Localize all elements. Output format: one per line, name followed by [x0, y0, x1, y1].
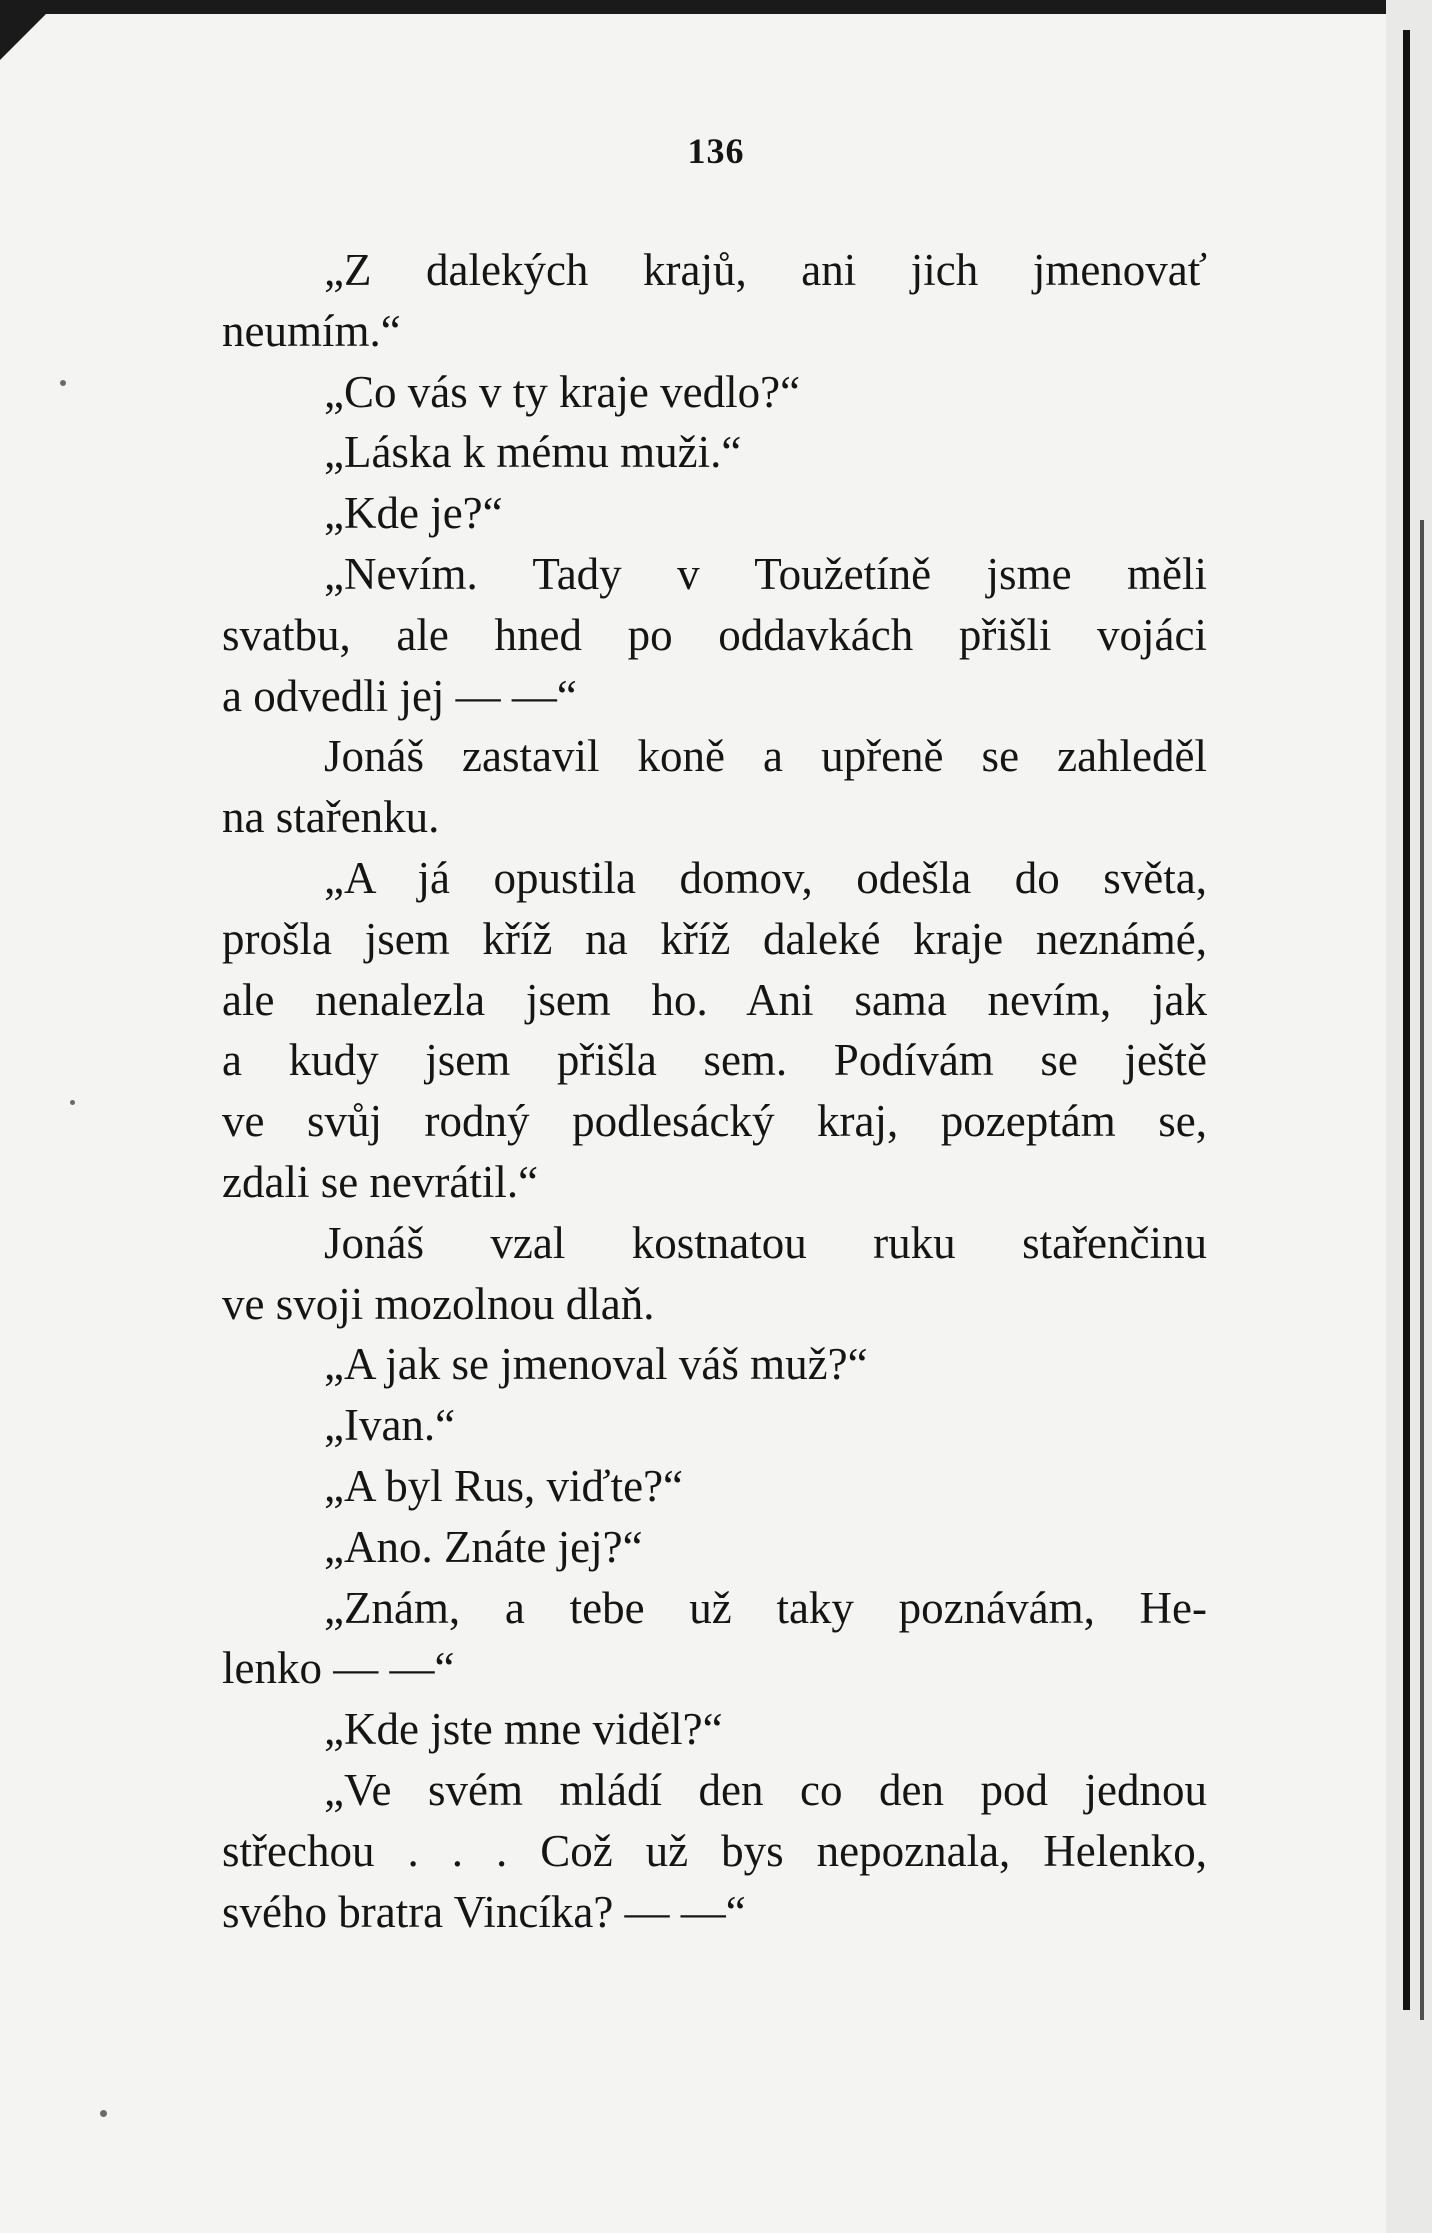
text-line: a odvedli jej — —“ — [222, 670, 577, 721]
body-text — [222, 240, 1207, 1942]
text-line: „Ve svém mládí den co den pod jednou — [324, 1764, 1207, 1815]
text-line: „Z dalekých krajů, ani jich jmenovať — [324, 245, 1207, 295]
scan-speck — [100, 2110, 107, 2117]
text-line: „Nevím. Tady v Toužetíně jsme měli — [324, 548, 1207, 599]
text-line: „Kde jste mne viděl?“ — [324, 1704, 723, 1755]
binding-edge — [1386, 0, 1432, 2233]
text-line: Jonáš vzal kostnatou ruku stařenčinu — [324, 1217, 1207, 1268]
text-line: „A byl Rus, viďte?“ — [324, 1460, 684, 1511]
text-line: a kudy jsem přišla sem. Podívám se ještě — [222, 1035, 1207, 1086]
text-line: „Ano. Znáte jej?“ — [324, 1521, 643, 1572]
scan-speck — [60, 380, 66, 386]
text-line: ale nenalezla jsem ho. Ani sama nevím, jak — [222, 974, 1207, 1025]
text-line: ve svůj rodný podlesácký kraj, pozeptám se, — [222, 1096, 1207, 1147]
text-line: na stařenku. — [222, 792, 440, 843]
text-line: Jonáš zastavil koně a upřeně se zahleděl — [324, 731, 1207, 782]
text-line: „A jak se jmenoval váš muž?“ — [324, 1339, 868, 1390]
text-line: svého bratra Vincíka? — —“ — [222, 1886, 746, 1937]
text-line: „A já opustila domov, odešla do světa, — [324, 852, 1207, 903]
text-line: zdali se nevrátil.“ — [222, 1156, 539, 1207]
scan-corner-fold — [0, 0, 60, 60]
text-line: „Znám, a tebe už taky poznávám, He- — [324, 1582, 1207, 1633]
text-line: lenko — —“ — [222, 1643, 455, 1694]
text-line: „Láska k mému muži.“ — [324, 427, 742, 478]
text-line: střechou . . . Což už bys nepoznala, Helenko, — [222, 1825, 1207, 1876]
text-line: „Ivan.“ — [324, 1400, 456, 1451]
text-line: ve svoji mozolnou dlaň. — [222, 1278, 655, 1329]
text-line: „Co vás v ty kraje vedlo?“ — [324, 366, 801, 417]
scan-speck — [70, 1100, 75, 1105]
text-line: prošla jsem kříž na kříž daleké kraje neznámé, — [222, 913, 1207, 964]
scan-top-shadow — [0, 0, 1432, 14]
text-line: svatbu, ale hned po oddavkách přišli vojáci — [222, 609, 1207, 660]
text-line: „Kde je?“ — [324, 488, 503, 539]
binding-line — [1403, 30, 1410, 2010]
page-number: 136 — [687, 131, 745, 171]
binding-line-secondary — [1420, 520, 1424, 2020]
text-line: neumím.“ — [222, 305, 401, 356]
